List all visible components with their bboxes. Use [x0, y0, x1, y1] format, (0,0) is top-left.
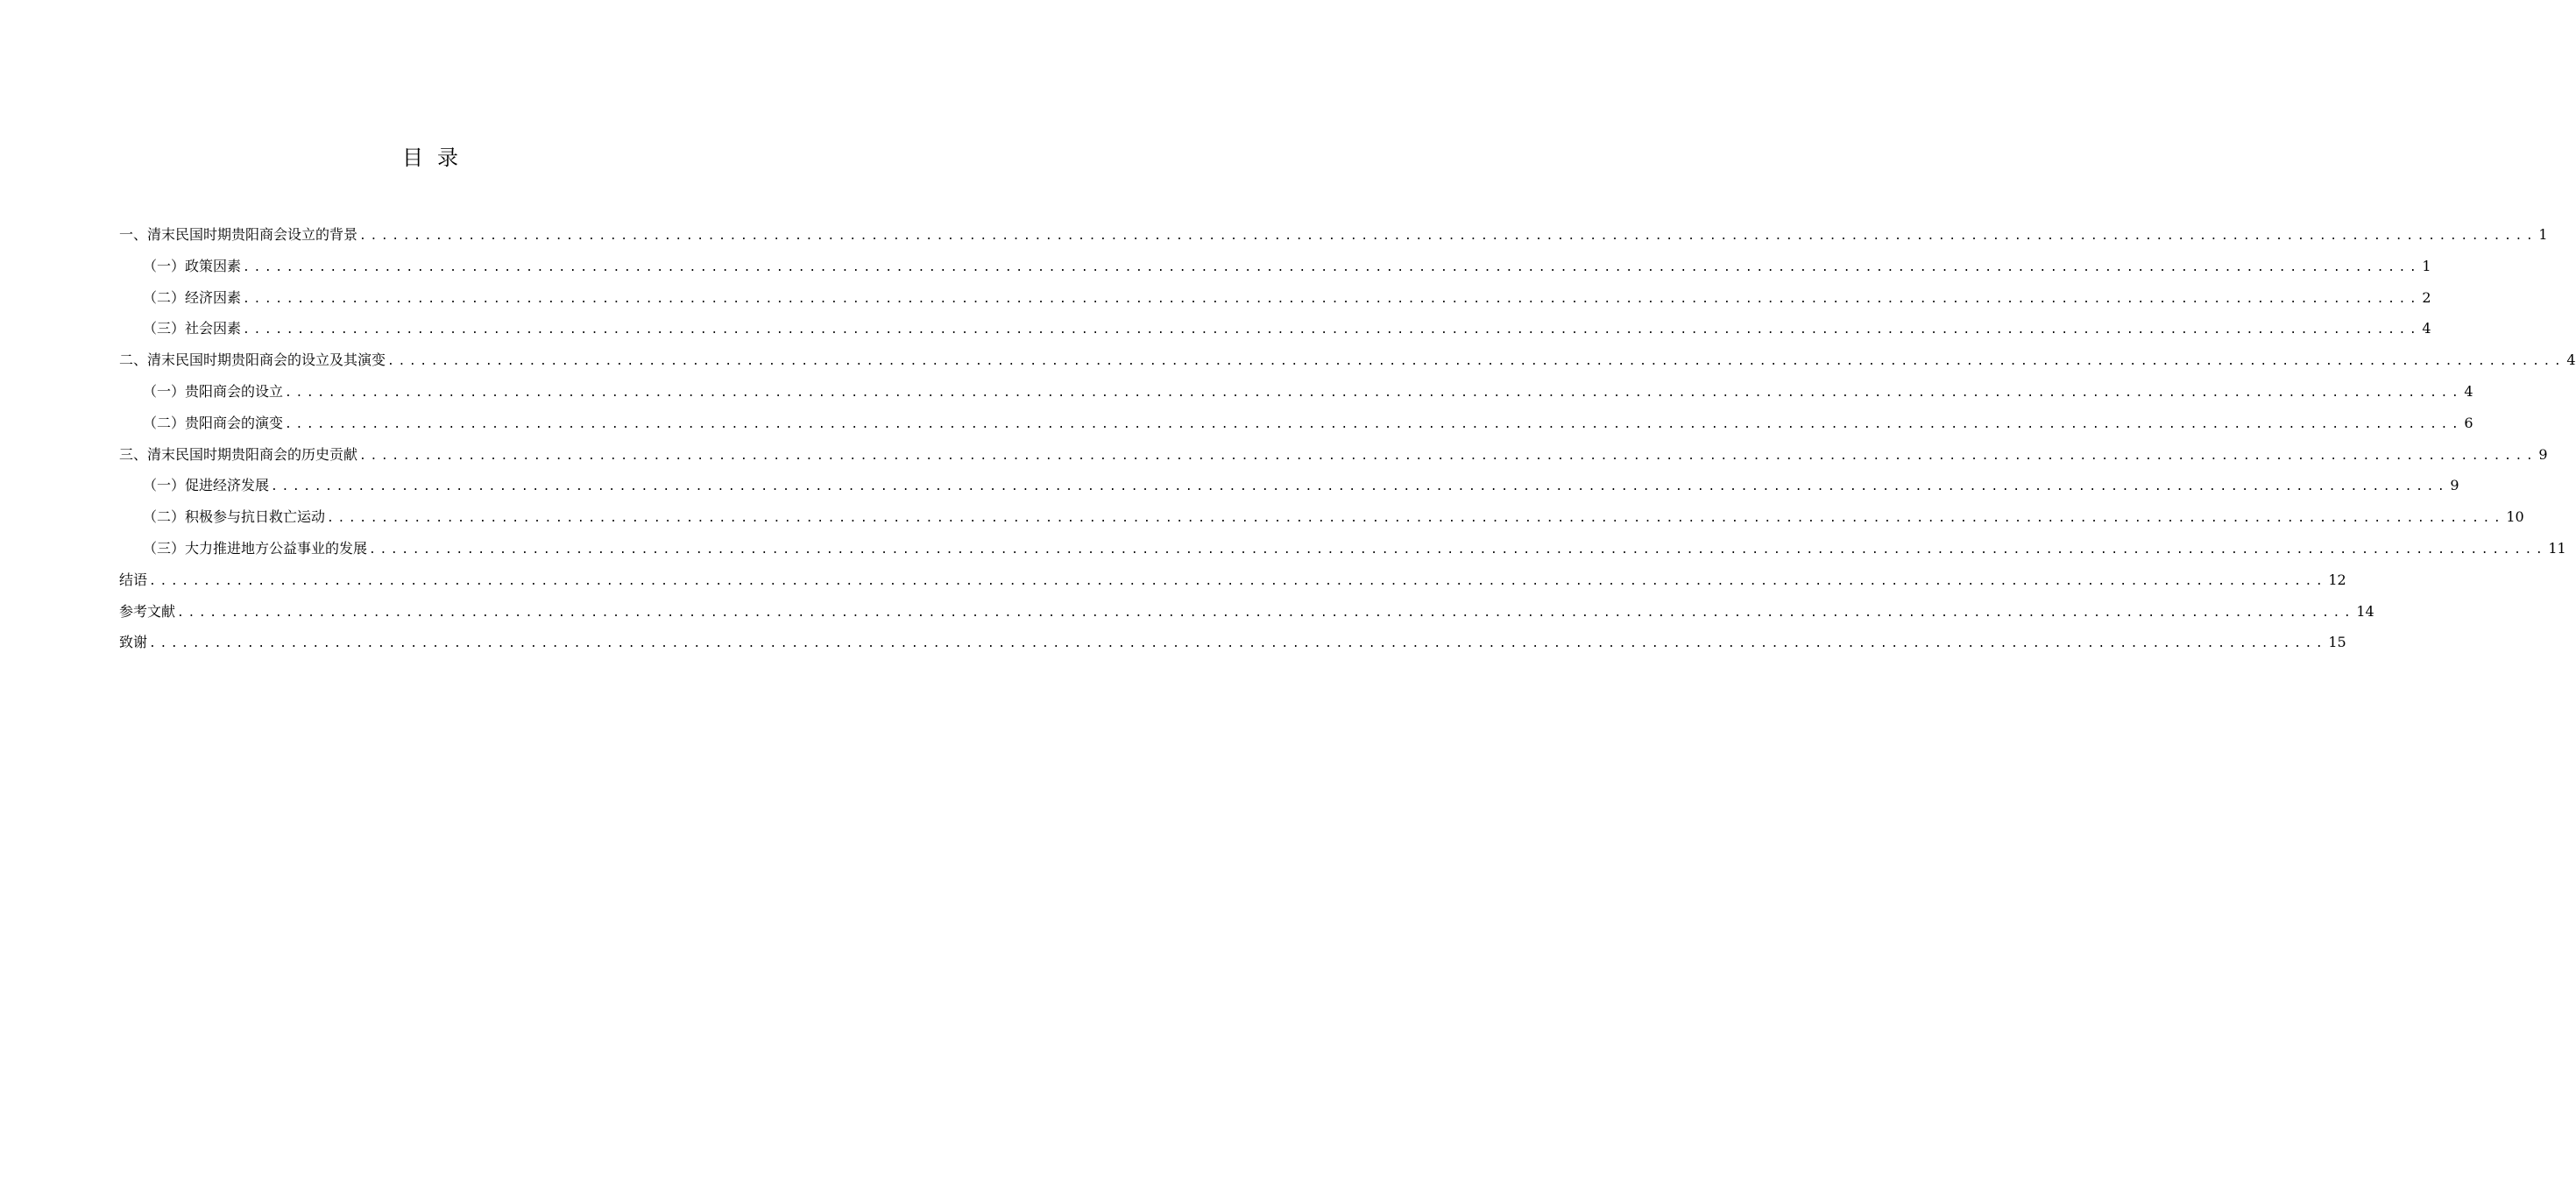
toc-entry-label: （三）大力推进地方公益事业的发展	[143, 539, 368, 557]
toc-entry[interactable]	[119, 533, 2566, 564]
toc-entry-page: 4	[2464, 382, 2473, 400]
toc-entry[interactable]	[119, 470, 2459, 501]
toc-entry[interactable]	[119, 313, 2431, 344]
toc-leader-dots: ........................................................................................................................................................................................................	[271, 480, 2449, 494]
toc-entry-label: （二）积极参与抗日救亡运动	[143, 508, 326, 526]
toc-entry-page: 12	[2328, 571, 2346, 588]
toc-entry-page: 1	[2538, 226, 2548, 243]
toc-leader-dots: ........................................................................................................................................................................................................	[243, 292, 2421, 306]
toc-leader-dots: ........................................................................................................................................................................................................	[359, 449, 2537, 463]
toc-entry-page: 10	[2506, 508, 2524, 526]
toc-title: 目录	[402, 145, 472, 170]
toc-entry-label: （一）促进经济发展	[143, 477, 270, 494]
toc-entry-page: 14	[2356, 602, 2374, 620]
toc-leader-dots: ........................................................................................................................................................................................................	[149, 637, 2327, 651]
toc-entry-page: 15	[2328, 634, 2346, 651]
toc-entry[interactable]	[119, 219, 2548, 251]
toc-entry-label: 三、清末民国时期贵阳商会的历史贡献	[119, 445, 358, 463]
toc-entry-page: 6	[2464, 414, 2473, 431]
toc-entry-label: 参考文献	[119, 602, 176, 620]
toc-leader-dots: ........................................................................................................................................................................................................	[243, 260, 2421, 274]
toc-entry[interactable]	[119, 376, 2473, 408]
toc-entry[interactable]	[119, 501, 2524, 533]
toc-leader-dots: ........................................................................................................................................................................................................	[177, 606, 2355, 620]
toc-leader-dots: ........................................................................................................................................................................................................	[369, 543, 2547, 557]
toc-entry-page: 4	[2422, 320, 2431, 337]
toc-entry-label: （一）政策因素	[143, 257, 242, 274]
toc-entry[interactable]	[119, 408, 2473, 439]
toc-entry-page: 4	[2566, 351, 2576, 369]
toc-entry-page: 11	[2548, 539, 2566, 557]
toc-entry[interactable]	[119, 627, 2346, 658]
toc-list	[119, 219, 2576, 658]
toc-leader-dots: ........................................................................................................................................................................................................	[243, 323, 2421, 337]
toc-entry-label: 一、清末民国时期贵阳商会设立的背景	[119, 226, 358, 243]
toc-leader-dots: ........................................................................................................................................................................................................	[359, 230, 2537, 243]
toc-leader-dots: ........................................................................................................................................................................................................	[327, 512, 2505, 526]
toc-entry-label: （二）贵阳商会的演变	[143, 414, 284, 431]
toc-entry[interactable]	[119, 251, 2431, 282]
toc-entry-page: 2	[2422, 288, 2431, 306]
toc-leader-dots: ........................................................................................................................................................................................................	[285, 386, 2463, 400]
toc-entry-label: （二）经济因素	[143, 288, 242, 306]
toc-entry[interactable]	[119, 596, 2374, 628]
toc-entry-label: 致谢	[119, 634, 148, 651]
toc-entry-label: 二、清末民国时期贵阳商会的设立及其演变	[119, 351, 386, 369]
toc-entry-label: （一）贵阳商会的设立	[143, 382, 284, 400]
toc-entry[interactable]	[119, 564, 2346, 596]
toc-entry[interactable]	[119, 282, 2431, 314]
toc-entry-page: 9	[2450, 477, 2459, 494]
toc-entry-page: 1	[2422, 257, 2431, 274]
toc-entry[interactable]	[119, 344, 2576, 376]
toc-leader-dots: ........................................................................................................................................................................................................	[387, 355, 2565, 369]
toc-leader-dots: ........................................................................................................................................................................................................	[285, 417, 2463, 431]
toc-entry-page: 9	[2538, 445, 2548, 463]
toc-entry[interactable]	[119, 439, 2548, 471]
toc-entry-label: （三）社会因素	[143, 320, 242, 337]
toc-leader-dots: ........................................................................................................................................................................................................	[149, 574, 2327, 588]
toc-entry-label: 结语	[119, 571, 148, 588]
